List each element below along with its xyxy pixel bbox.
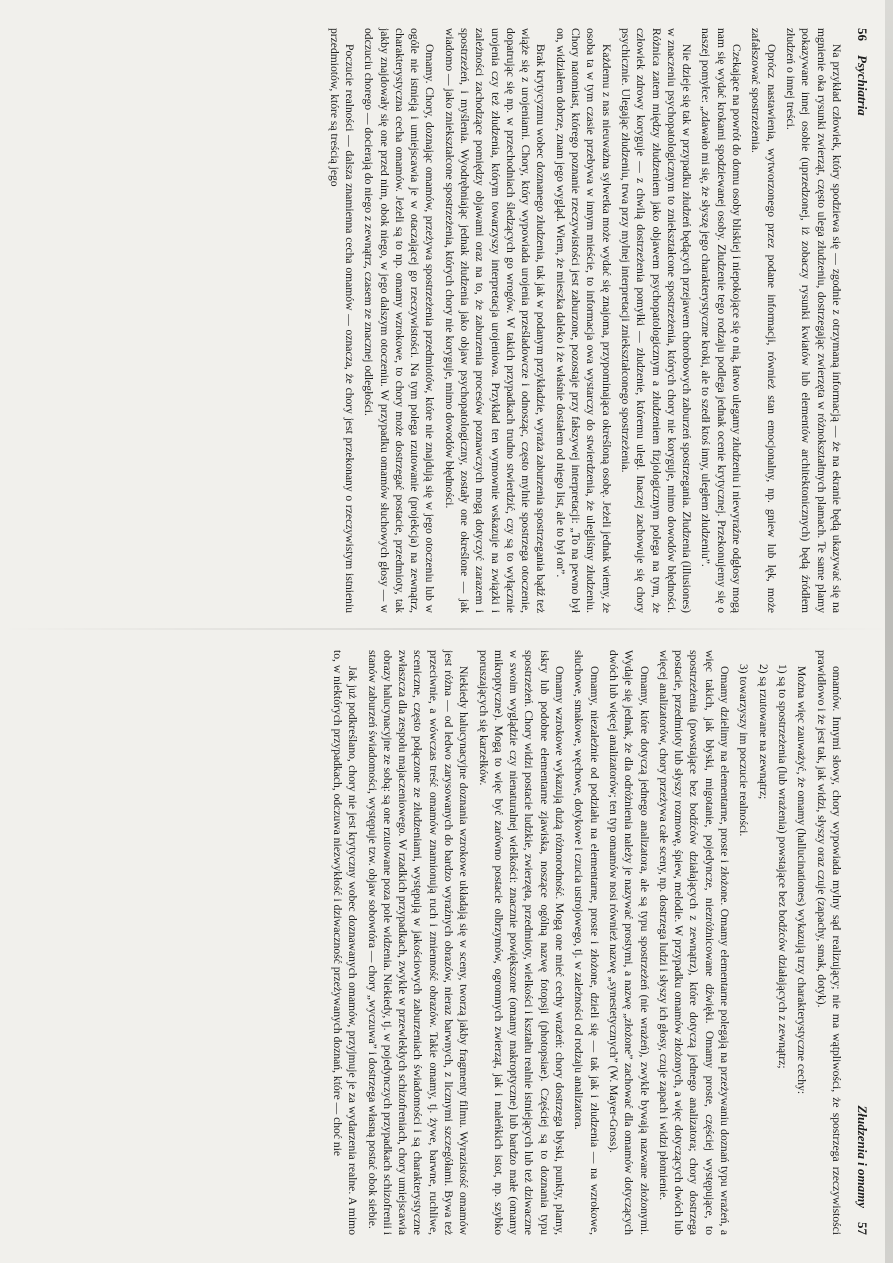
paragraph: Poczucie realności — dalsza znamienna cecha omamów — oznacza, że chory jest przekonany o rzeczywistym istnieniu przedmiotów, które są treścią jego (327, 28, 356, 613)
book-gutter (0, 628, 893, 630)
list-item: 3) towarzyszy im poczucie realności. (737, 664, 751, 837)
paragraph: Nie dzieje się tak w przypadku złudzeń będących przejawem chorobowych zaburzeń spostrzegania. Złudzenia (illusiones) w znaczeniu psychopatologicznym to zniekształcone spostrzeżenia, których chory nie koryguje, mimo dowodów błędności. Różnica zatem między złudzeniem jako objawem psychopatologicznym a złudzeniem fizjologicznym polega na tym, że człowiek zdrowy koryguje — z chwilą dostrzeżenia pomyłki — złudzenie, któremu uległ. Inaczej zachowuje się chory psychicznie. Ulegając złudzeniu, trwa przy mylnej interpretacji zniekształconego spostrzeżenia. (618, 28, 694, 613)
paragraph: Na przykład człowiek, który spodziewa się — zgodnie z otrzymaną informacją — że na ekranie będą ukazywać się na mgnienie oka rysunki zwierząt, często ulega złudzeniu, dostrzegając zwierzęta w różnokształtnych plamach. Te same plamy pokazywane innej osobie (uprzedzonej, iż zobaczy rysunki kwiatów lub elementów architektonicznych) będą źródłem złudzeń o innej treści. (783, 28, 843, 613)
paragraph: Niekiedy halucynacyjne doznania wzrokowe układają się w sceny, tworzą jakby fragmenty filmu. Wyrazistość omamów jest różna — od ledwo zarysowanych do bardzo wyraźnych obrazów, nieraz barwnych, z licznymi szczegółami. Bywa też przeciwnie, a wówczas treść omamów znamionują ruch i zmienność obrazów. Takie omamy, tj. żywe, barwne, ruchliwe, sceniczne, często połączone ze złudzeniami, występują w jakościowych zaburzeniach świadomości i są charakterystyczne zwłaszcza dla zespołu majaczeniowego. W rzadkich przypadkach, zwykle w przewlekłych schizofreniach, chory umiejscawia obrazy halucynacyjne ze sobą: są one rzutowane poza pole widzenia. Niekiedy, tj. w pojedynczych przypadkach schizofrenii i stanów zaburzeń świadomości, występuje tzw. objaw sobowtóra — chory „wyczuwa” i dostrzega własną postać obok siebie. (365, 650, 471, 1235)
list-item: 2) są rzutowane na zewnątrz; (756, 664, 770, 800)
paragraph: Omamy dzielimy na elementarne, proste i złożone. Omamy elementarne polegają na przeżywaniu doznań typu wrażeń, a więc takich, jak błyski, migotanie, pojedyncze, niezróżnicowane dźwięki. Omamy proste, częściej występujące, to spostrzeżenia (powstające bez bodźców działających z zewnątrz), które dotyczą jednego analizatora; chory dostrzega postacie, przedmioty lub słyszy rozmowę, śpiew, melodie. W przypadku omamów złożonych, a więc dotyczących dwóch lub więcej analizatorów, chory przeżywa całe sceny, np. dostrzega ludzi i słyszy ich głosy, czuje zapach i widzi płomienie. (656, 650, 732, 1235)
paragraph: Jak już podkreślano, chory nie jest krytyczny wobec doznawanych omamów, przyjmuje je za wydarzenia realne. A mimo to, w niektórych przypadkach, odczuwa niezwykłość i dziwaczność przeżywanych doznań, które — choć nie (330, 650, 360, 1235)
right-page (21, 650, 871, 1235)
paragraph: Każdemu z nas nieuważna sylwetka może wydać się znajoma, przypominająca określoną osobę. Jeżeli jednak wiemy, że osoba ta w tym czasie przebywa w innym mieście, to informacja owa wystarczy do stwierdzenia, że ulegliśmy złudzeniu. Chory natomiast, którego poznanie rzeczywistości jest zaburzone, pozostaje przy fałszywej interpretacji: „To na pewno był on, widziałem dobrze, znam jego wygląd. Wiem, że mieszka daleko i że właśnie dostałem od niego list, ale to był on”. (553, 28, 613, 613)
paragraph: Omamy. Chory, doznając omamów, przeżywa spostrzeżenia przedmiotów, które nie znajdują się w jego otoczeniu lub w ogóle nie istnieją i umiejscawia je w otaczającej go rzeczywistości. Na tym polega rzutowanie (projekcja) na zewnątrz, charakterystyczna cecha omamów. Jeżeli są to np. omamy wzrokowe, to chory może dostrzegać postacie, przedmioty, tak jakby znajdowały się one przed nim, obok niego, w jego dalszym otoczeniu. W przypadku omamów słuchowych głosy — w odczuciu chorego — docierają do niego z zewnątrz, czasem ze znacznej odległości. (362, 28, 437, 613)
right-running-head (854, 650, 871, 1235)
paragraph: Czekające na powrót do domu osoby bliskiej i niepokojące się o nią, łatwo ulegamy złudzeniu i niewyraźne odgłosy mogą nam się wydać krokami spodziewanej osoby. Złudzenie tego rodzaju podlega jednak ocenie krytycznej. Przekonujemy się o naszej pomyłce: „zdawało mi się, że słyszę jego charakterystyczne kroki, ale to szedł ktoś inny, uległem złudzeniu”. (699, 28, 744, 613)
right-running-title: Złudzenia i omamy (855, 1105, 870, 1208)
paragraph: Brak krytycyzmu wobec doznanego złudzenia, tak jak w podanym przykładzie, wyraża zaburzenia spostrzegania bądź też wiąże się z urojeniami. Chory, który wypowiada urojenia prześladowcze i odnosząc, często mylnie spostrzega otoczenie, dopatrując się np. w przechodniach śledzących go wrogów. W takich przypadkach trudno stwierdzić, czy są to wyłącznie urojenia czy też złudzenia, którym towarzyszy interpretacja urojeniowa. Przykład ten wymownie wskazuje na związki i zależności zachodzące pomiędzy objawami oraz na to, że zaburzenia procesów poznawczych mogą dotyczyć zarazem i spostrzeżeń, i myślenia. Wyodrębniając jednak złudzenia jako objaw psychopatologiczny, zostały one określone — jak wiadomo — jako zniekształcone spostrzeżenia, których chory nie koryguje, mimo dowodów błędności. (442, 28, 548, 613)
left-page (21, 28, 871, 613)
paragraph: Omamy, które dotyczą jednego analizatora, ale są typu spostrzeżeń (nie wrażeń), zwykle bywają nazwane złożonymi. Wydaje się jednak, że dla odróżnienia należy je nazywać prostymi, a nazwę „złożone” zachować dla omamów dotyczących dwóch lub więcej analizatorów; ten typ omamów nosi również nazwę „synestetycznych” (W. Mayer-Gross). (606, 650, 651, 1235)
left-running-head (854, 28, 871, 613)
paragraph: Omamy wzrokowe wykazują dużą różnorodność. Mogą one mieć cechy wrażeń: chory dostrzega błyski, punkty, plamy, iskry lub podobne elementarne zjawiska, noszące ogólną nazwę fotopsji (photopsiae). Częściej są to doznania typu spostrzeżeń. Chory widzi postacie ludzkie, zwierzęta, przedmioty, wielkości i kształtu realnie istniejących lub też dziwaczne w swoim wyglądzie czy nienaturalnej wielkości: znacznie powiększone (omamy makroptyczne) lub bardzo małe (omamy mikroptyczne). Mogą to więc być zarówno postacie olbrzymów, ogromnych zwierząt, jak i maleńkich istot, np. szybko poruszających się karzełków. (476, 650, 567, 1235)
left-page-number: 56 (855, 28, 870, 41)
paragraph: omamów. Innymi słowy, chory wypowiada mylny sąd realizujący; nie ma wątpliwości, że spostrzega rzeczywistości prawidłowo i że jest tak, jak widzi, słyszy oraz czuje (zapachy, smak, dotyk). (814, 650, 843, 1235)
feature-list (736, 650, 790, 1235)
left-running-title: Psychiatria (855, 55, 870, 116)
list-item: 1) są to spostrzeżenia (lub wrażenia) powstające bez bodźców działających z zewnątrz; (775, 664, 789, 1069)
paragraph: Omamy, niezależnie od podziału na elementarne, proste i złożone, dzieli się — tak jak i złudzenia — na wzrokowe, słuchowe, smakowe, węchowe, dotykowe i czucia ustrojowego, tj. w zależności od rodzaju analizatora. (572, 650, 601, 1235)
right-page-number: 57 (855, 1222, 870, 1235)
paragraph: Można więc zauważyć, że omamy (hallucinationes) wykazują trzy charakterystyczne cechy: (795, 666, 809, 1095)
paragraph: Oprócz nastawienia, wytworzonego przez podane informacji, również stan emocjonalny, np. gniew lub lęk, może zafałszować spostrzeżenia. (749, 28, 778, 613)
scan-edge-shadow (885, 0, 893, 1263)
